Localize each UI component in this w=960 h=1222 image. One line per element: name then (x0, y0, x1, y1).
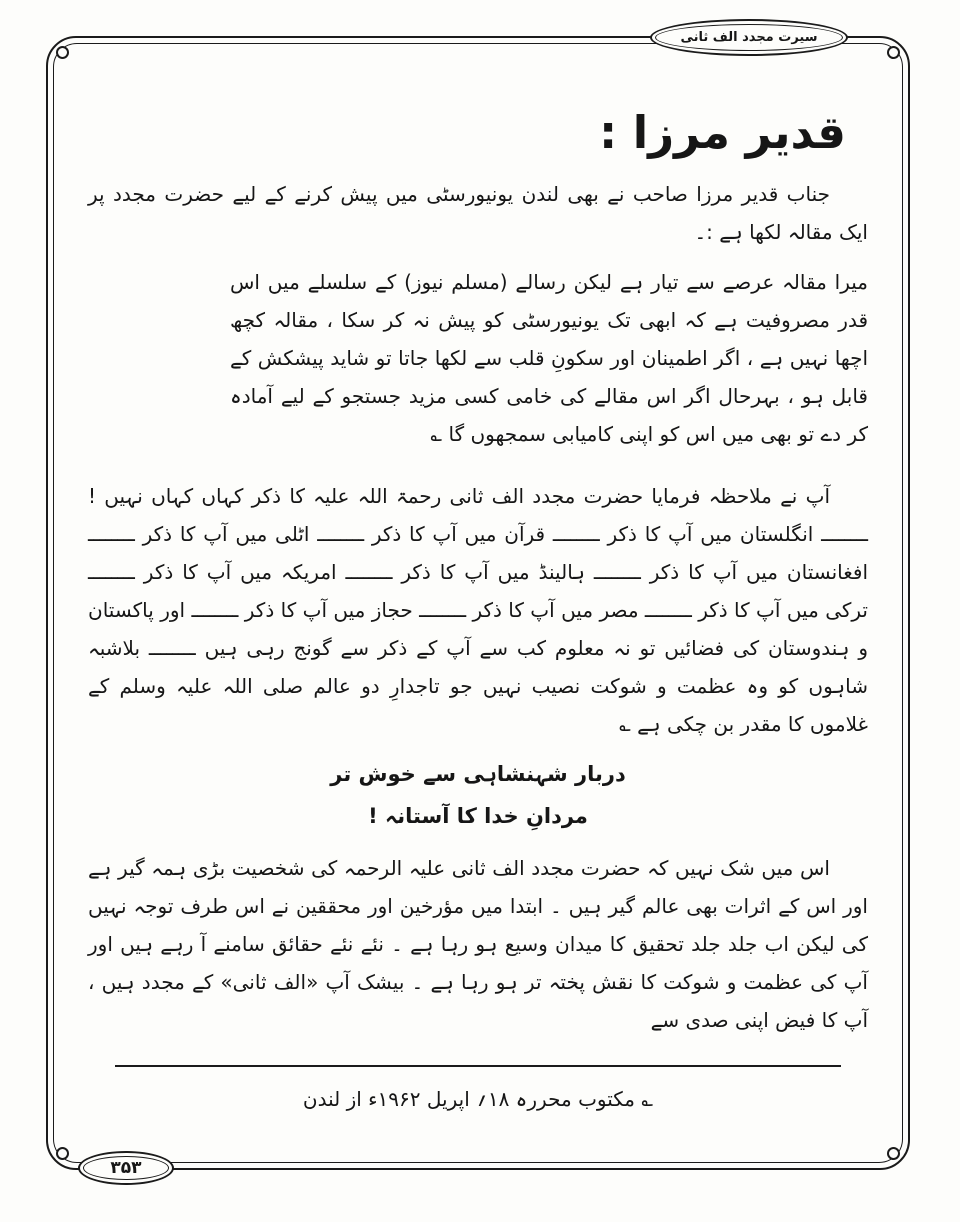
verse-line-1: دربار شہنشاہی سے خوش تر (330, 762, 626, 786)
corner-ornament (56, 1147, 69, 1160)
section-heading: قدیر مرزا : (599, 106, 846, 159)
book-title: سیرت مجدد الف ثانی (680, 30, 818, 45)
footnote-divider (115, 1065, 840, 1067)
page-frame-inner-border (53, 43, 903, 1163)
verse-block (88, 753, 868, 837)
corner-ornament (56, 46, 69, 59)
header-title-cartouche (650, 19, 848, 56)
footer-note: ؎ مکتوب محررہ ۱۸؍ اپریل ۱۹۶۲ء از لندن (302, 1087, 654, 1111)
zikr-paragraph: آپ نے ملاحظہ فرمایا حضرت مجدد الف ثانی رحمۃ اللہ علیہ کا ذکر کہاں کہاں نہیں ! ــــــــ انگلستان میں آپ کا ذکر ــــــــ قرآن میں آپ کا ذکر ــــــــ اٹلی میں آپ کا ذکر ــــــــ افغانستان میں آپ کا ذکر ــــــــ ہالینڈ میں آپ کا ذکر ــــــــ امریکہ میں آپ کا ذکر ــــــــ ترکی میں آپ کا ذکر ــــــــ مصر میں آپ کا ذکر ــــــــ حجاز میں آپ کا ذکر ــــــــ اور پاکستان و ہندوستان کی فضائیں تو نہ معلوم کب سے آپ کے ذکر سے گونج رہی ہیں ــــــــ بلاشبہ شاہوں کو وہ عظمت و شوکت نصیب نہیں جو تاجدارِ دو عالم صلی اللہ علیہ وسلم کے غلاموں کا مقدر بن چکی ہے ؎ (88, 484, 868, 736)
page-frame (46, 30, 910, 1178)
page-number-cartouche (78, 1151, 174, 1185)
closing-paragraph: اس میں شک نہیں کہ حضرت مجدد الف ثانی علیہ الرحمہ کی شخصیت بڑی ہمہ گیر ہے اور اس کے اثرات بھی عالم گیر ہیں ۔ ابتدا میں مؤرخین اور محققین نے اس طرف توجہ نہیں کی لیکن اب جلد جلد تحقیق کا میدان وسیع ہو رہا ہے ۔ نئے نئے حقائق سامنے آ رہے ہیں اور آپ کی عظمت و شوکت کا نقش پختہ تر ہو رہا ہے ۔ بیشک آپ «الف ثانی» کے مجدد ہیں ، آپ کا فیض اپنی صدی سے (88, 856, 868, 1032)
quote-paragraph: میرا مقالہ عرصے سے تیار ہے لیکن رسالے (مسلم نیوز) کے سلسلے میں اس قدر مصروفیت ہے کہ ابھی تک یونیورسٹی کو پیش نہ کر سکا ، مقالہ کچھ اچھا نہیں ہے ، اگر اطمینان اور سکونِ قلب سے لکھا جاتا تو شاید پیشکش کے قابل ہو ، بہرحال اگر اس مقالے کی خامی کسی مزید جستجو کے لیے آمادہ کر دے تو بھی میں اس کو اپنی کامیابی سمجھوں گا ؎ (230, 270, 868, 446)
page-number: ۳۵۳ (110, 1158, 142, 1178)
article-body (88, 106, 868, 1222)
corner-ornament (887, 46, 900, 59)
corner-ornament (887, 1147, 900, 1160)
intro-paragraph: جناب قدیر مرزا صاحب نے بھی لندن یونیورسٹی میں پیش کرنے کے لیے حضرت مجدد پر ایک مقالہ لکھا ہے :۔ (88, 182, 868, 244)
verse-line-2: مردانِ خدا کا آستانہ ! (368, 804, 588, 828)
